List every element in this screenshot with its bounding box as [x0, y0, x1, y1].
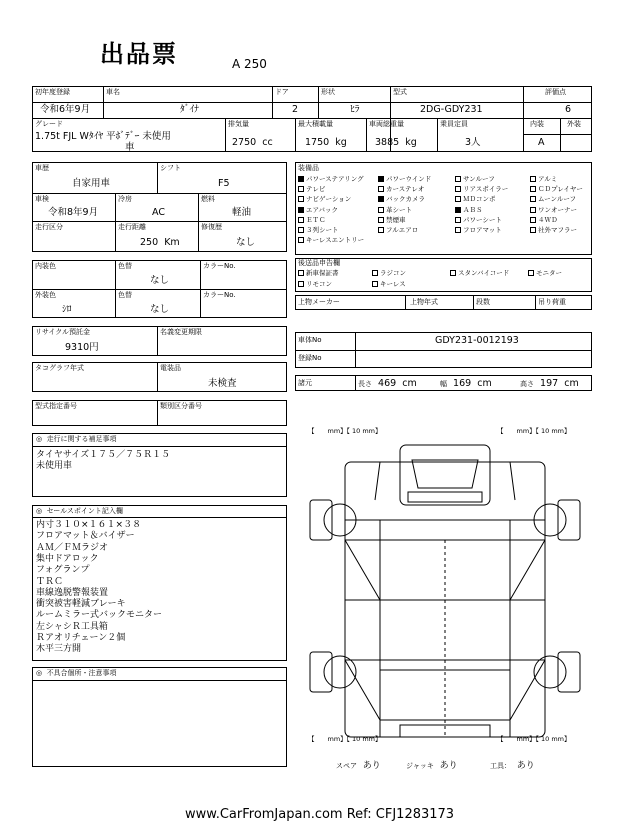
inspection-value: 令和8年9月	[48, 207, 99, 218]
sales-notes-icon: ◎	[36, 507, 43, 515]
equipment-item	[378, 217, 406, 224]
jack-value: あり	[439, 761, 458, 771]
score-label: 評価点	[545, 88, 566, 96]
interior-label: 内装	[530, 120, 544, 128]
ext-color-change-label: 色替	[118, 291, 132, 299]
empty-box-icon	[298, 237, 304, 243]
equipment-item	[455, 196, 496, 203]
tacho-insp-value: 未検査	[208, 378, 237, 389]
shift-label: シフト	[160, 164, 181, 172]
ext-color-label: 外装色	[35, 291, 56, 299]
gross-weight-value: 3885	[375, 137, 400, 148]
empty-box-icon	[298, 186, 304, 192]
gross-weight-label: 車両総重量	[369, 120, 404, 128]
equipment-item-label: ４ＷＤ	[538, 215, 558, 224]
equipment-item-label: リアスポイラー	[463, 185, 509, 194]
interior-value: A	[538, 137, 545, 148]
usage-label: 車歴	[35, 164, 49, 172]
lot-number: A 250	[232, 57, 267, 71]
body-hoist-label: 吊り荷重	[538, 298, 566, 306]
empty-box-icon	[298, 227, 304, 233]
empty-box-icon	[455, 217, 461, 223]
equipment-item	[378, 196, 425, 203]
defects-block	[32, 667, 287, 767]
length-value: 469	[378, 378, 397, 389]
max-load-label: 最大積載量	[298, 120, 333, 128]
empty-box-icon	[378, 217, 384, 223]
defects-title: 不具合個所・注意事項	[46, 669, 117, 677]
equipment-item-label: パワーステアリング	[306, 175, 364, 183]
max-load-unit: kg	[335, 137, 347, 148]
equipment-item	[530, 227, 577, 234]
ext-color-no-label: カラーNo.	[203, 291, 236, 299]
mileage-class-label: 走行区分	[35, 223, 63, 231]
tacho-label: タコグラフ年式	[35, 364, 84, 372]
equipment-item-label: フロアマット	[463, 226, 502, 234]
equipment-item	[455, 186, 508, 193]
equipment-item-label: ＣＤプレイヤー	[538, 185, 583, 194]
empty-box-icon	[378, 227, 384, 233]
equipment-item-label: キーレスエントリー	[306, 236, 365, 245]
displacement-unit: cc	[262, 137, 273, 148]
document-item	[298, 281, 332, 288]
equipment-item-label: フルエアロ	[386, 226, 419, 234]
wheel-rear-right	[534, 656, 566, 688]
mileage-value: 250	[140, 237, 159, 248]
repair-value: なし	[236, 237, 256, 248]
tools-label: 工具：	[490, 762, 511, 770]
equipment-item	[378, 207, 412, 214]
ac-value: AC	[152, 207, 165, 218]
equipment-item-label: バックカメラ	[386, 195, 425, 204]
equipment-item-label: パワーウインド	[386, 175, 432, 183]
body-year-label: 上物年式	[410, 298, 438, 306]
equipment-item-label: ＡＢＳ	[463, 205, 483, 214]
sales-line: 集中ドアロック	[36, 553, 99, 564]
document-item	[450, 270, 509, 277]
equipment-item-label: ＥＴＣ	[306, 215, 326, 224]
checked-box-icon	[378, 176, 384, 182]
tread-front-right: 【 mm】【 10 mm】	[497, 427, 571, 435]
rear-gate	[380, 670, 510, 720]
model-value: 2DG-GDY231	[420, 104, 483, 115]
empty-box-icon	[450, 270, 456, 276]
document-item	[298, 270, 339, 277]
width-label: 幅	[440, 380, 447, 388]
equipment-item-label: エアバック	[306, 205, 338, 214]
int-color-label: 内装色	[35, 262, 56, 270]
equipment-item	[298, 207, 338, 214]
equipment-item	[378, 186, 424, 193]
equipment-item	[455, 176, 495, 183]
checked-box-icon	[378, 196, 384, 202]
empty-box-icon	[530, 186, 536, 192]
type-no-label: 型式指定番号	[35, 402, 77, 410]
shape-label: 形状	[321, 88, 335, 96]
driving-line-2: 未使用車	[36, 461, 73, 471]
checked-box-icon	[298, 176, 304, 182]
reg-no-label: 登録No	[298, 354, 322, 362]
equipment-item-label: ナビゲーション	[306, 195, 352, 204]
driving-notes-icon: ◎	[36, 435, 43, 443]
tools-value: あり	[516, 761, 535, 771]
equipment-item	[530, 196, 576, 203]
sales-line: ＴＲＣ	[36, 576, 64, 587]
doors-label: ドア	[275, 88, 289, 96]
spare-label: スペア	[336, 762, 357, 770]
car-name-label: 車名	[106, 88, 120, 96]
car-name-value: ﾀﾞｲﾅ	[180, 104, 200, 115]
sales-line: 衝突被害軽減ブレーキ	[36, 599, 126, 610]
first-reg-value: 令和6年9月	[40, 104, 91, 115]
checked-box-icon	[298, 207, 304, 213]
capacity-value: 3人	[465, 137, 481, 148]
wheel-rear-left	[324, 656, 356, 688]
width-unit: cm	[477, 378, 492, 389]
document-item	[372, 281, 406, 288]
tread-front-left: 【 mm】【 10 mm】	[308, 427, 382, 435]
empty-box-icon	[455, 196, 461, 202]
sales-line: 内寸３１０×１６１×３８	[36, 520, 142, 530]
empty-box-icon	[298, 217, 304, 223]
sales-line: 左シャシＲ工具箱	[36, 621, 108, 632]
first-reg-label: 初年度登録	[35, 88, 70, 96]
grade-value-2: 車	[125, 142, 135, 153]
mileage-unit: Km	[164, 237, 180, 248]
equipment-item	[298, 176, 364, 183]
name-change-label: 名義変更期限	[160, 328, 202, 336]
equipment-item	[298, 217, 326, 224]
driving-notes-title: 走行に関する補足事項	[46, 435, 117, 443]
equipment-item	[298, 237, 364, 244]
equipment-item	[378, 227, 418, 234]
front-grille	[408, 492, 482, 502]
dims-label: 諸元	[298, 379, 312, 387]
empty-box-icon	[530, 176, 536, 182]
document-item-label: リモコン	[306, 280, 332, 288]
shape-value: ﾋﾗ	[350, 104, 360, 115]
ext-color-change-value: なし	[150, 304, 170, 315]
body-maker-label: 上物メーカー	[298, 298, 340, 306]
chassis-value: GDY231-0012193	[435, 335, 519, 346]
equipment-item	[298, 196, 351, 203]
driving-line-1: タイヤサイズ１７５／７５Ｒ１５	[36, 450, 171, 460]
repair-label: 修復歴	[201, 223, 222, 231]
fuel-value: 軽油	[232, 207, 252, 218]
empty-box-icon	[530, 227, 536, 233]
displacement-label: 排気量	[228, 120, 249, 128]
document-item-label: キーレス	[380, 280, 406, 288]
shift-value: F5	[218, 178, 230, 189]
empty-box-icon	[530, 207, 536, 213]
equipment-title: 装備品	[298, 164, 319, 172]
vehicle-diagram	[300, 440, 592, 740]
mileage-label: 走行距離	[118, 223, 146, 231]
empty-box-icon	[530, 196, 536, 202]
score-value: 6	[565, 104, 572, 115]
sales-line: ＡＭ／ＦＭラジオ	[36, 542, 109, 553]
sales-line: ルームミラー式バックモニター	[36, 610, 163, 621]
equipment-item-label: パワーシート	[463, 215, 502, 224]
chassis-label: 車体No	[298, 336, 322, 344]
document-item-label: 新車保証書	[306, 269, 339, 277]
inspection-label: 車検	[35, 195, 49, 203]
int-color-change-label: 色替	[118, 262, 132, 270]
equipment-item	[298, 227, 339, 234]
tread-rear-left: 【 mm】【 10 mm】	[308, 735, 382, 743]
document-item-label: ラジコン	[380, 269, 406, 277]
empty-box-icon	[298, 281, 304, 287]
spare-value: あり	[362, 761, 381, 771]
footer-ref: www.CarFromJapan.com Ref: CFJ1283173	[185, 807, 455, 822]
body-steps-label: 段数	[476, 298, 490, 306]
length-label: 長さ	[358, 380, 372, 388]
equipment-item-label: カーステレオ	[386, 185, 425, 194]
doors-value: 2	[292, 104, 299, 115]
model-label: 型式	[393, 88, 407, 96]
equipment-item	[530, 207, 577, 214]
empty-box-icon	[530, 217, 536, 223]
equipment-item-label: 禁煙車	[386, 215, 406, 224]
int-color-change-value: なし	[150, 275, 170, 286]
sales-line: 木平三方開	[36, 644, 82, 655]
equipment-item-label: ムーンルーフ	[538, 195, 577, 204]
grade-label: グレード	[35, 120, 63, 128]
ext-color-value: ｼﾛ	[62, 304, 72, 315]
equipment-item-label: ＭＤコンポ	[463, 195, 496, 204]
recycle-label: リサイクル預託金	[35, 328, 91, 336]
documents-title: 後送品申告欄	[298, 259, 340, 267]
empty-box-icon	[378, 186, 384, 192]
equipment-item	[455, 227, 502, 234]
cab-top	[400, 445, 490, 505]
tacho-insp-label: 電装品	[160, 364, 181, 372]
equipment-item	[455, 217, 502, 224]
empty-box-icon	[455, 186, 461, 192]
checked-box-icon	[455, 207, 461, 213]
usage-value: 自家用車	[72, 178, 111, 189]
sales-notes-title: セールスポイント記入欄	[46, 507, 123, 515]
width-value: 169	[453, 378, 472, 389]
defects-icon: ◎	[36, 669, 43, 677]
length-unit: cm	[402, 378, 417, 389]
sales-line: フロアマット＆バイザー	[36, 531, 135, 542]
displacement-value: 2750	[232, 137, 257, 148]
max-load-value: 1750	[305, 137, 330, 148]
equipment-item-label: テレビ	[306, 185, 326, 194]
height-unit: cm	[564, 378, 579, 389]
equipment-item	[378, 176, 431, 183]
int-color-no-label: カラーNo.	[203, 262, 236, 270]
equipment-item-label: 革シート	[386, 205, 412, 214]
empty-box-icon	[455, 227, 461, 233]
equipment-item-label: 社外マフラー	[538, 226, 577, 234]
sales-line: 車線逸脱警報装置	[36, 587, 109, 598]
gross-weight-unit: kg	[405, 137, 417, 148]
document-item	[372, 270, 406, 277]
exterior-label: 外装	[567, 120, 581, 128]
empty-box-icon	[372, 270, 378, 276]
empty-box-icon	[455, 176, 461, 182]
equipment-item	[530, 186, 583, 193]
grade-value: 1.75t FJL Wﾀｲﾔ 平ﾎﾞﾃﾞｰ 未使用	[35, 131, 171, 142]
empty-box-icon	[298, 270, 304, 276]
sales-line: フォグランプ	[36, 565, 90, 576]
empty-box-icon	[298, 196, 304, 202]
equipment-item	[455, 207, 483, 214]
jack-label: ジャッキ	[406, 762, 434, 770]
equipment-item-label: アルミ	[538, 175, 558, 183]
equipment-item	[530, 217, 558, 224]
document-item-label: スタンバイコード	[458, 269, 510, 277]
equipment-item	[298, 186, 325, 193]
height-label: 高さ	[520, 380, 534, 388]
empty-box-icon	[528, 270, 534, 276]
equipment-item	[530, 176, 557, 183]
capacity-label: 乗員定員	[440, 120, 468, 128]
class-no-label: 類別区分番号	[160, 402, 202, 410]
empty-box-icon	[378, 207, 384, 213]
document-item-label: モニター	[536, 269, 562, 277]
windshield	[412, 460, 478, 488]
ac-label: 冷房	[118, 195, 132, 203]
document-item	[528, 270, 562, 277]
recycle-value: 9310円	[65, 342, 99, 353]
empty-box-icon	[372, 281, 378, 287]
sales-line: Ｒアオリチェーン２個	[36, 633, 126, 643]
equipment-item-label: サンルーフ	[463, 175, 495, 183]
tread-rear-right: 【 mm】【 10 mm】	[497, 735, 571, 743]
height-value: 197	[540, 378, 559, 389]
fuel-label: 燃料	[201, 195, 215, 203]
equipment-item-label: ワンオーナー	[538, 205, 577, 214]
equipment-item-label: ３列シート	[306, 226, 339, 234]
page-title: 出品票	[100, 40, 178, 68]
